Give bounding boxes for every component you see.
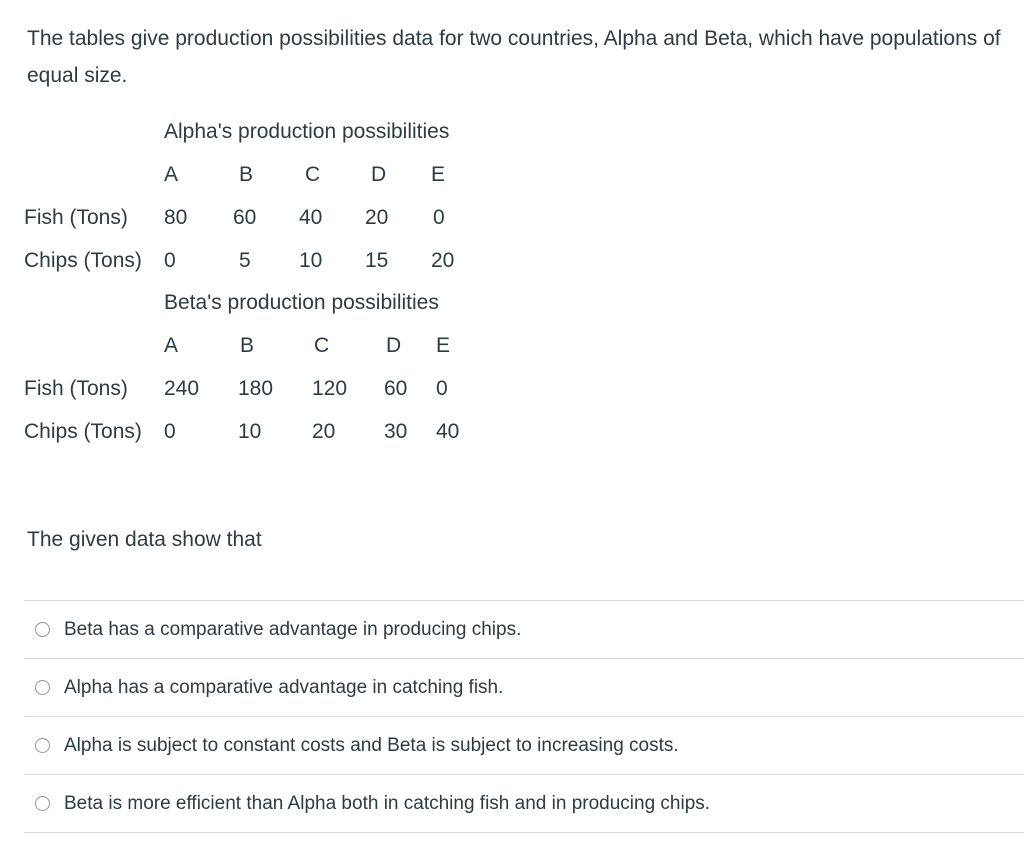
column-header: B — [239, 162, 254, 186]
column-header: A — [164, 333, 179, 357]
beta-table-title: Beta's production possibilities — [164, 290, 439, 314]
row-label: Fish (Tons) — [24, 376, 128, 400]
table-cell: 0 — [433, 205, 445, 229]
answer-option[interactable] — [24, 659, 1024, 717]
column-header: C — [314, 333, 330, 357]
table-cell: 15 — [365, 248, 389, 272]
answer-list — [24, 600, 1024, 833]
alpha-ppf-table — [24, 110, 468, 282]
table-cell: 10 — [299, 248, 323, 272]
radio-button[interactable] — [35, 738, 50, 753]
table-cell: 30 — [384, 419, 408, 443]
table-cell: 0 — [164, 248, 176, 272]
column-header: E — [431, 162, 446, 186]
table-cell: 10 — [238, 419, 262, 443]
column-header: D — [371, 162, 387, 186]
table-cell: 40 — [299, 205, 323, 229]
beta-ppf-table — [24, 281, 476, 453]
table-row — [24, 367, 476, 410]
table-cell: 80 — [164, 205, 188, 229]
answer-option[interactable] — [24, 601, 1024, 659]
answer-label[interactable]: Alpha is subject to constant costs and Beta is subject to increasing costs. — [64, 734, 679, 756]
table-cell: 0 — [164, 419, 176, 443]
radio-button[interactable] — [35, 622, 50, 637]
answer-label[interactable]: Alpha has a comparative advantage in catching fish. — [64, 676, 504, 698]
radio-button[interactable] — [35, 680, 50, 695]
table-cell: 20 — [312, 419, 336, 443]
radio-button[interactable] — [35, 796, 50, 811]
alpha-table-title: Alpha's production possibilities — [164, 119, 450, 143]
table-row — [24, 196, 468, 239]
table-cell: 180 — [238, 376, 274, 400]
question-intro: The tables give production possibilities data for two countries, Alpha and Beta, which have populations of equal size. — [27, 27, 1001, 87]
row-label: Chips (Tons) — [24, 248, 142, 272]
answer-label[interactable]: Beta has a comparative advantage in producing chips. — [64, 618, 522, 640]
column-header: E — [436, 333, 451, 357]
row-label: Chips (Tons) — [24, 419, 142, 443]
column-header: B — [240, 333, 255, 357]
column-header: A — [164, 162, 179, 186]
table-cell: 40 — [436, 419, 460, 443]
table-row — [24, 410, 476, 453]
table-cell: 20 — [365, 205, 389, 229]
table-row — [24, 239, 468, 282]
table-cell: 120 — [312, 376, 348, 400]
column-header: D — [386, 333, 402, 357]
row-label: Fish (Tons) — [24, 205, 128, 229]
table-cell: 5 — [239, 248, 251, 272]
answer-label[interactable]: Beta is more efficient than Alpha both in catching fish and in producing chips. — [64, 792, 711, 814]
table-cell: 240 — [164, 376, 200, 400]
table-cell: 60 — [233, 205, 257, 229]
column-header: C — [305, 162, 321, 186]
question-prompt: The given data show that — [27, 528, 262, 551]
table-cell: 20 — [431, 248, 455, 272]
table-cell: 0 — [436, 376, 448, 400]
answer-option[interactable] — [24, 717, 1024, 775]
table-cell: 60 — [384, 376, 408, 400]
answer-option[interactable] — [24, 775, 1024, 833]
